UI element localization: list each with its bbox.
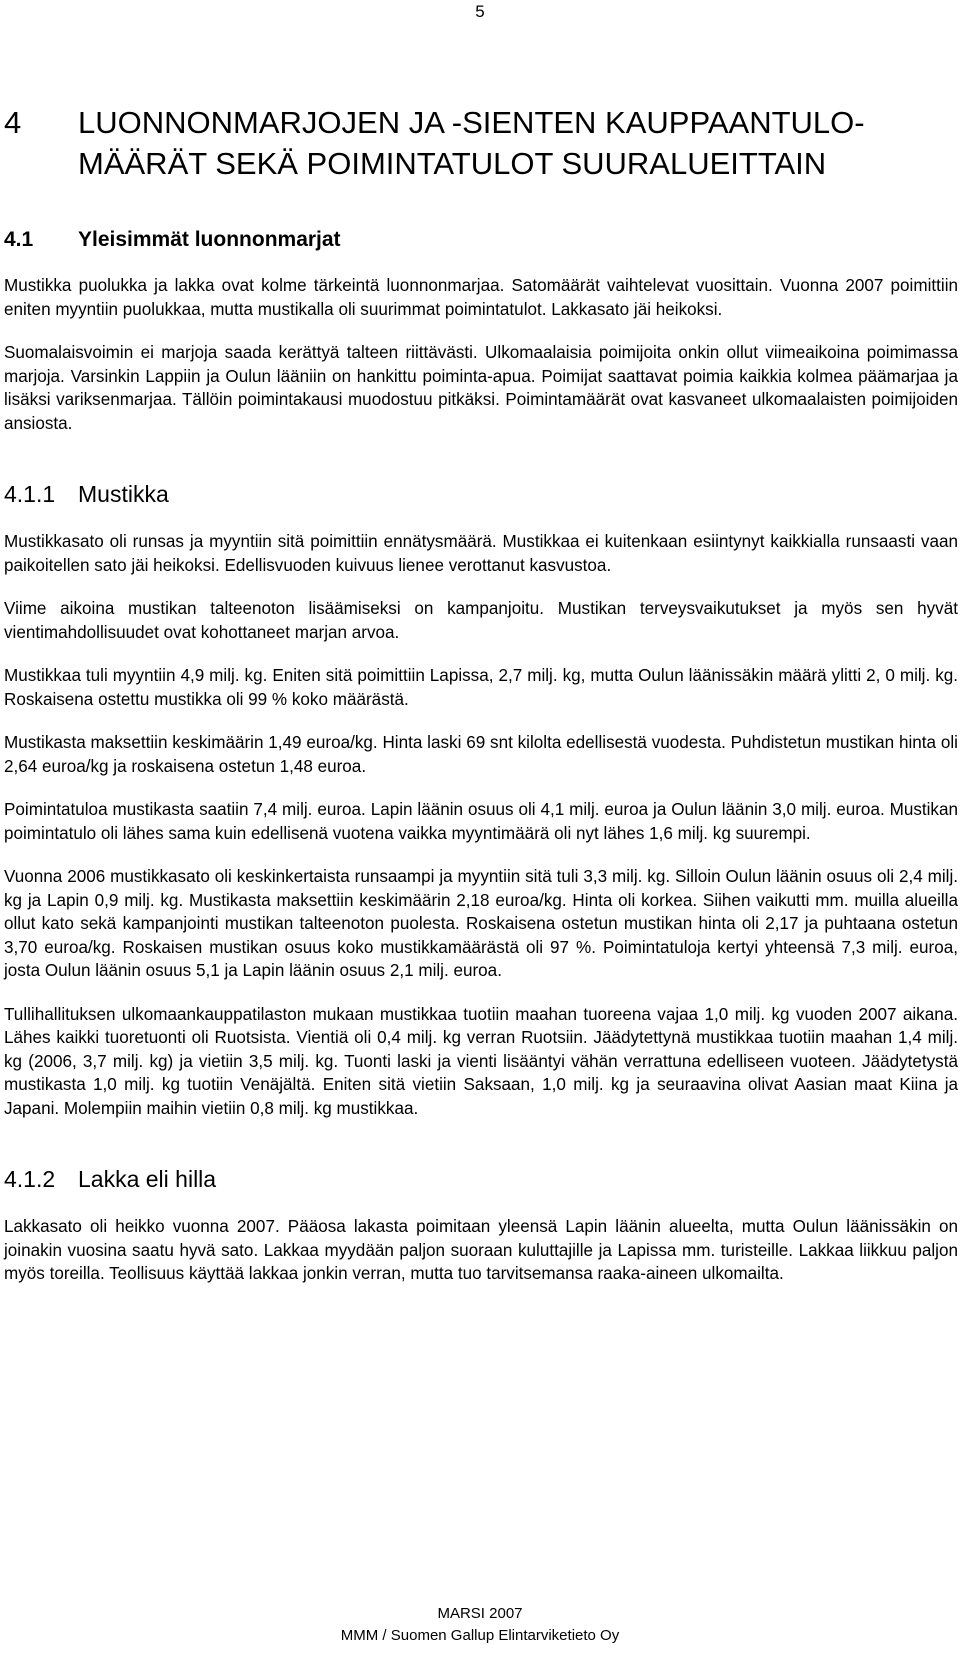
chapter-title: [78, 102, 958, 184]
paragraph: Viime aikoina mustikan talteenoton lisäämiseksi on kampanjoitu. Mustikan terveysvaikutukset ja myös sen hyvät vientimahdollisuudet ovat kohottaneet marjan arvoa.: [4, 599, 958, 642]
section-number: 4.1: [4, 228, 34, 251]
subsection-number: 4.1.1: [4, 481, 56, 507]
paragraph: Mustikkasato oli runsas ja myyntiin sitä poimittiin ennätysmäärä. Mustikkaa ei kuitenkaan esiintynyt kaikkialla runsaasti vaan paikoitellen sato jäi heikoksi. Edellisvuoden kuivuus lienee verottanut kasvustoa.: [4, 532, 958, 575]
page-number: 5: [475, 2, 485, 21]
paragraph: Tullihallituksen ulkomaankauppatilaston mukaan mustikkaa tuotiin maahan tuoreena vajaa 1,0 milj. kg vuoden 2007 aikana. Lähes kaikki tuoretuonti oli Ruotsista. Vientiä oli 0,4 milj. kg verran Ruotsiin. Jäädytettynä mustikkaa tuotiin maahan 1,4 milj. kg (2006, 3,7 milj. kg) ja vietiin 3,5 milj. kg. Tuonti laski ja vienti lisääntyi vähän verrattuna edelliseen vuoteen. Jäädytetystä mustikasta 1,0 milj. kg tuotiin Venäjältä. Eniten sitä vietiin Saksaan, 1,0 milj. kg ja seuraavina olivat Aasian maat Kiina ja Japani. Molempiin maihin vietiin 0,8 milj. kg mustikkaa.: [4, 1004, 958, 1118]
paragraph: Mustikkaa tuli myyntiin 4,9 milj. kg. Eniten sitä poimittiin Lapissa, 2,7 milj. kg, mutta Oulun läänissäkin määrä ylitti 2, 0 milj. kg. Roskaisena ostettu mustikka oli 99 % koko määrästä.: [4, 666, 958, 709]
chapter-title-line2: MÄÄRÄT SEKÄ POIMINTATULOT SUURALUEITTAIN: [78, 146, 827, 181]
footer-publisher: MMM / Suomen Gallup Elintarviketieto Oy: [340, 1627, 620, 1644]
paragraph: Poimintatuloa mustikasta saatiin 7,4 milj. euroa. Lapin läänin osuus oli 4,1 milj. euroa ja Oulun läänin 3,0 milj. euroa. Mustikan poimintatulo oli lähes sama kuin edellisenä vuotena vaikka myyntimäärä oli nyt lähes 1,6 milj. kg suurempi.: [4, 800, 958, 843]
paragraph: Mustikasta maksettiin keskimäärin 1,49 euroa/kg. Hinta laski 69 snt kilolta edellisestä vuodesta. Puhdistetun mustikan hinta oli 2,64 euroa/kg ja roskaisena ostetun 1,48 euroa.: [4, 733, 958, 776]
paragraph: Lakkasato oli heikko vuonna 2007. Pääosa lakasta poimitaan yleensä Lapin läänin alueelta, mutta Oulun läänissäkin on joinakin vuosina saatu hyvä sato. Lakkaa myydään paljon suoraan kuluttajille ja Lapissa mm. turisteille. Lakkaa liikkuu paljon myös toreilla. Teollisuus käyttää lakkaa jonkin verran, mutta tuo tarvitsemansa raaka-aineen ulkomailta.: [4, 1217, 958, 1283]
section-heading-4-1: [4, 226, 958, 254]
paragraph: Suomalaisvoimin ei marjoja saada kerättyä talteen riittävästi. Ulkomaalaisia poimijoita onkin ollut viimeaikoina poimimassa marjoja. Varsinkin Lappiin ja Oulun lääniin on hankittu poiminta-apua. Poimijat saattavat poimia kaikkia kolmea päämarjaa ja lisäksi variksenmarjaa. Tällöin poimintakausi muodostuu pitkäksi. Poimintamäärät ovat kasvaneet ulkomaalaisten poimijoiden ansiosta.: [4, 343, 958, 433]
footer-report-name: MARSI 2007: [437, 1605, 523, 1622]
subsection-title: Lakka eli hilla: [78, 1166, 217, 1192]
subsection-heading-mustikka: [4, 479, 958, 509]
paragraph: Vuonna 2006 mustikkasato oli keskinkertaista runsaampi ja myyntiin sitä tuli 3,3 milj. kg. Silloin Oulun läänin osuus oli 2,4 milj. kg ja Lapin 0,9 milj. kg. Mustikasta maksettiin keskimäärin 2,18 euroa/kg. Hinta oli korkea. Siihen vaikutti mm. muilla alueilla ollut kato sekä kampanjointi mustikan talteenoton puolesta. Roskaisena ostetun mustikan hinta oli 2,17 ja puhtaana ostetun 3,70 euroa/kg. Roskaisen mustikan osuus koko mustikkamäärästä oli 97 %. Poimintatuloja kertyi yhteensä 7,3 milj. euroa, josta Oulun läänin osuus 5,1 ja Lapin läänin osuus 2,1 milj. euroa.: [4, 867, 958, 980]
subsection-heading-lakka: [4, 1164, 958, 1194]
subsection-title: Mustikka: [78, 481, 169, 507]
paragraph: Mustikka puolukka ja lakka ovat kolme tärkeintä luonnonmarjaa. Satomäärät vaihtelevat vuosittain. Vuonna 2007 poimittiin eniten myyntiin puolukkaa, mutta mustikalla oli suurimmat poimintatulot. Lakkasato jäi heikoksi.: [4, 276, 958, 319]
document-body: [4, 102, 958, 1306]
chapter-heading: [4, 102, 958, 184]
chapter-title-line1: LUONNONMARJOJEN JA -SIENTEN KAUPPAANTULO-: [78, 105, 865, 140]
chapter-number: 4: [4, 105, 22, 140]
section-title: Yleisimmät luonnonmarjat: [78, 228, 341, 251]
subsection-number: 4.1.2: [4, 1166, 56, 1192]
